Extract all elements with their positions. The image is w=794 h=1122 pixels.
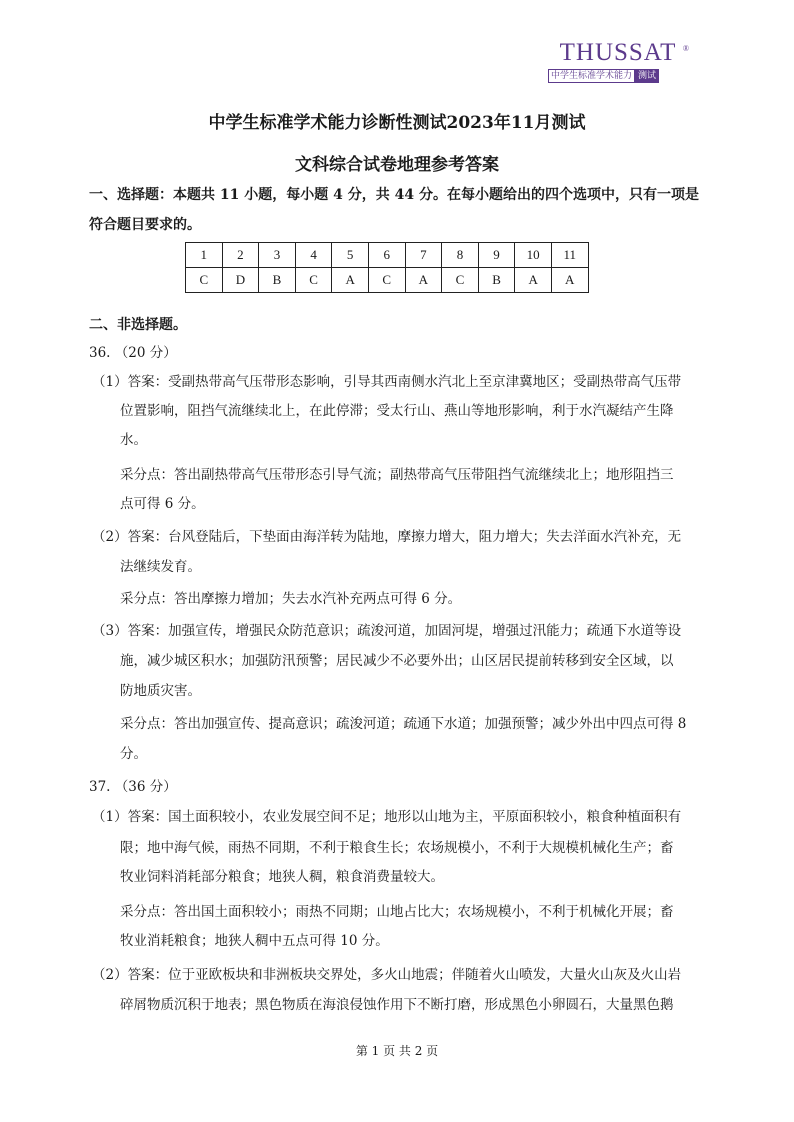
scoring-line: 采分点：答出加强宣传、提高意识；疏浚河道；疏通下水道；加强预警；减少外出中四点可得 8 bbox=[120, 716, 687, 732]
answer-line: 碎屑物质沉积于地表；黑色物质在海浪侵蚀作用下不断打磨，形成黑色小卵圆石，大量黑色鹅 bbox=[120, 997, 674, 1013]
scoring-line: 牧业消耗粮食；地狭人稠中五点可得 10 分。 bbox=[120, 933, 389, 949]
answer-cell: C bbox=[295, 268, 332, 293]
answer-cell: A bbox=[405, 268, 442, 293]
logo-name: THUSSAT bbox=[559, 39, 677, 66]
question-number: 2 bbox=[222, 243, 259, 268]
answer-line: （3）答案：加强宣传，增强民众防范意识；疏浚河道，加固河堤，增强过汛能力；疏通下水道等设 bbox=[92, 623, 682, 639]
answer-line: 牧业饲料消耗部分粮食；地狭人稠，粮食消费量较大。 bbox=[120, 869, 444, 885]
answer-line: 水。 bbox=[120, 432, 147, 448]
answer-cell: A bbox=[515, 268, 552, 293]
answer-cell: C bbox=[368, 268, 405, 293]
answer-cell: D bbox=[222, 268, 259, 293]
scoring-line: 采分点：答出国土面积较小；雨热不同期；山地占比大；农场规模小，不利于机械化开展；畜 bbox=[120, 904, 674, 920]
answer-cell: B bbox=[259, 268, 296, 293]
logo-subtitle-left: 中学生标准学术能力 bbox=[548, 69, 635, 83]
answer-line: 法继续发育。 bbox=[120, 559, 201, 575]
question-number: 10 bbox=[515, 243, 552, 268]
answer-line: 防地质灾害。 bbox=[120, 683, 201, 699]
registered-mark: ® bbox=[682, 44, 690, 53]
question-number: 9 bbox=[478, 243, 515, 268]
q36-header: 36. （20 分） bbox=[89, 345, 177, 361]
question-number: 3 bbox=[259, 243, 296, 268]
answer-line: 施，减少城区积水；加强防汛预警；居民减少不必要外出；山区居民提前转移到安全区域，以 bbox=[120, 653, 674, 669]
answer-line: （2）答案：位于亚欧板块和非洲板块交界处，多火山地震；伴随着火山喷发，大量火山灰及火山岩 bbox=[92, 967, 682, 983]
question-number: 1 bbox=[186, 243, 223, 268]
question-number: 6 bbox=[368, 243, 405, 268]
scoring-line: 采分点：答出摩擦力增加；失去水汽补充两点可得 6 分。 bbox=[120, 591, 462, 607]
answer-line: （1）答案：受副热带高气压带形态影响，引导其西南侧水汽北上至京津冀地区；受副热带高气压带 bbox=[92, 374, 682, 390]
answer-table bbox=[185, 242, 589, 293]
answer-line: 限；地中海气候，雨热不同期，不利于粮食生长；农场规模小，不利于大规模机械化生产；畜 bbox=[120, 840, 674, 856]
answer-cell: A bbox=[551, 268, 588, 293]
logo-subtitle-right: 测试 bbox=[635, 69, 659, 83]
page-title: 中学生标准学术能力诊断性测试2023年11月测试 bbox=[208, 113, 586, 133]
question-number: 5 bbox=[332, 243, 369, 268]
question-number: 8 bbox=[442, 243, 479, 268]
answer-cell: C bbox=[186, 268, 223, 293]
scoring-line: 采分点：答出副热带高气压带形态引导气流；副热带高气压带阻挡气流继续北上；地形阻挡三 bbox=[120, 467, 674, 483]
answer-line: （1）答案：国土面积较小，农业发展空间不足；地形以山地为主，平原面积较小，粮食种植面积有 bbox=[92, 809, 682, 825]
section-1-heading: 一、选择题：本题共 11 小题，每小题 4 分，共 44 分。在每小题给出的四个选项中，只有一项是符合题目要求的。 bbox=[89, 187, 699, 233]
answer-table-question-row bbox=[186, 243, 589, 268]
section-2-heading: 二、非选择题。 bbox=[89, 317, 187, 333]
page-footer: 第 1 页 共 2 页 bbox=[355, 1044, 439, 1058]
answer-cell: B bbox=[478, 268, 515, 293]
question-number: 11 bbox=[551, 243, 588, 268]
question-number: 7 bbox=[405, 243, 442, 268]
page-subtitle: 文科综合试卷地理参考答案 bbox=[295, 155, 499, 175]
q37-header: 37. （36 分） bbox=[89, 779, 177, 795]
scoring-line: 分。 bbox=[120, 746, 147, 762]
logo-subtitle bbox=[548, 69, 688, 83]
answer-cell: A bbox=[332, 268, 369, 293]
answer-line: （2）答案：台风登陆后，下垫面由海洋转为陆地，摩擦力增大，阻力增大；失去洋面水汽补充，无 bbox=[92, 529, 682, 545]
scoring-line: 点可得 6 分。 bbox=[120, 496, 205, 512]
answer-line: 位置影响，阻挡气流继续北上，在此停滞；受太行山、燕山等地形影响，利于水汽凝结产生降 bbox=[120, 403, 674, 419]
question-number: 4 bbox=[295, 243, 332, 268]
logo-wordmark bbox=[548, 40, 688, 66]
answer-cell: C bbox=[442, 268, 479, 293]
thussat-logo bbox=[548, 40, 688, 86]
answer-table-answer-row bbox=[186, 268, 589, 293]
